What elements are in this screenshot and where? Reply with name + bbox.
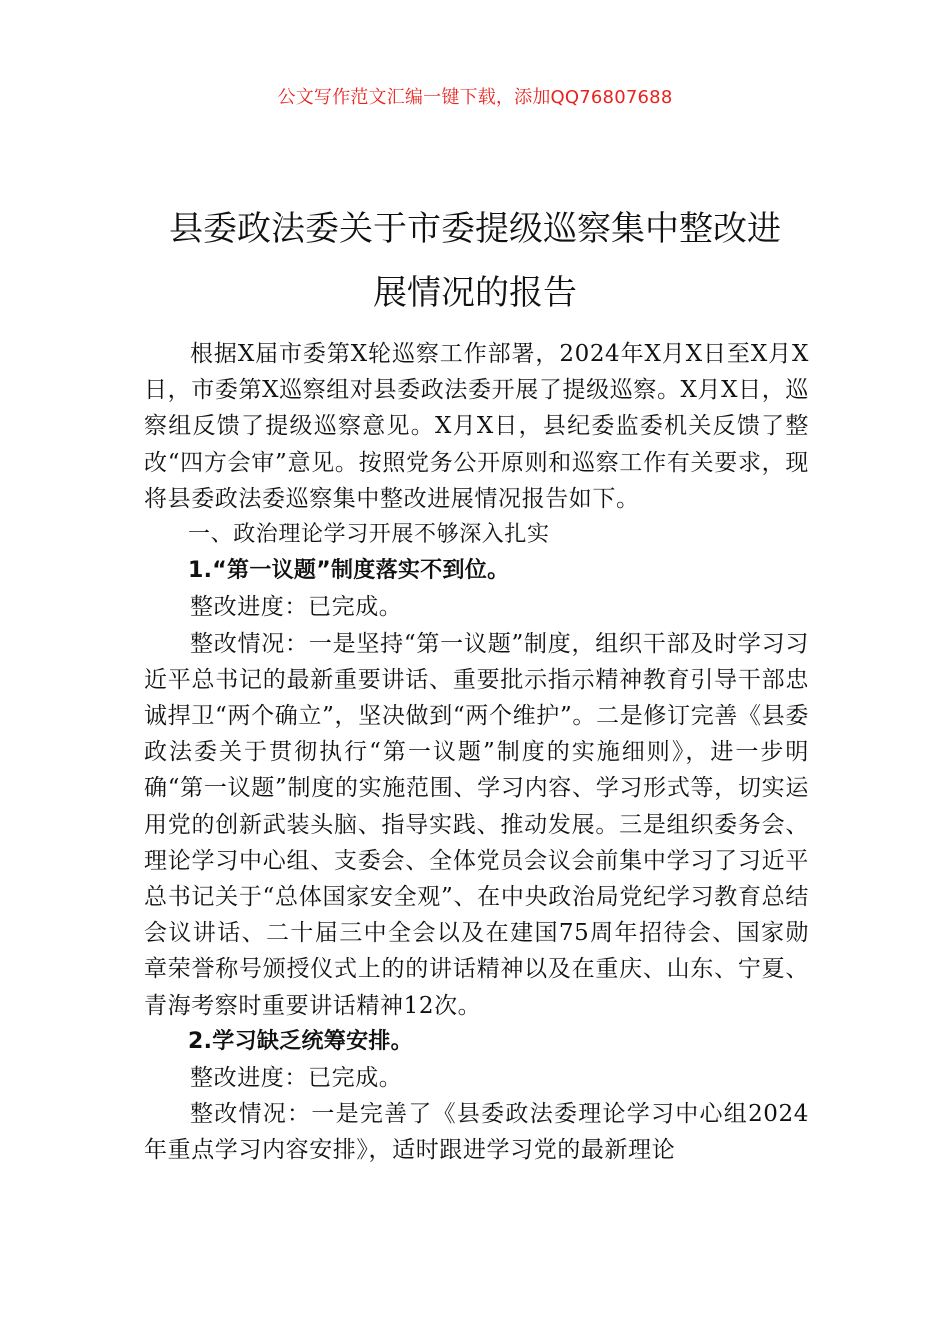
report-body	[144, 336, 809, 1169]
progress-paragraph: 整改进度：已完成。	[190, 594, 403, 621]
situation-paragraph: 整改情况：一是坚持“第一议题”制度，组织干部及时学习习近平总书记的最新重要讲话、重要批示指示精神教育引导干部忠诚捍卫“两个确立”，坚决做到“两个维护”。二是修订完善《县委政法委关于贯彻执行“第一议题”制度的实施细则》，进一步明确“第一议题”制度的实施范围、学习内容、学习形式等，切实运用党的创新武装头脑、指导实践、推动发展。三是组织委务会、理论学习中心组、支委会、全体党员会议会前集中学习了习近平总书记关于“总体国家安全观”、在中央政治局党纪学习教育总结会议讲话、二十届三中全会以及在建国75周年招待会、国家勋章荣誉称号颁授仪式上的的讲话精神以及在重庆、山东、宁夏、青海考察时重要讲话精神12次。	[144, 630, 809, 1019]
report-title	[130, 197, 820, 325]
progress-paragraph: 整改进度：已完成。	[190, 1065, 403, 1092]
intro-paragraph: 根据X届市委第X轮巡察工作部署，2024年X月X日至X月X日，市委第X巡察组对县委政法委开展了提级巡察。X月X日，巡察组反馈了提级巡察意见。X月X日，县纪委监委机关反馈了整改“四方会审”意见。按照党务公开原则和巡察工作有关要求，现将县委政法委巡察集中整改进展情况报告如下。	[144, 341, 809, 512]
item-heading: 1.“第一议题”制度落实不到位。	[188, 558, 510, 584]
situation-paragraph: 整改情况：一是完善了《县委政法委理论学习中心组2024年重点学习内容安排》，适时跟进学习党的最新理论	[144, 1101, 809, 1164]
item-heading: 2.学习缺乏统筹安排。	[188, 1028, 413, 1054]
section-heading: 一、政治理论学习开展不够深入扎实	[188, 522, 550, 548]
download-promo-note: 公文写作范文汇编一键下载，添加QQ76807688	[277, 87, 673, 108]
report-title-line-1: 县委政法委关于市委提级巡察集中整改进	[169, 208, 781, 249]
report-title-line-2: 展情况的报告	[373, 272, 577, 313]
